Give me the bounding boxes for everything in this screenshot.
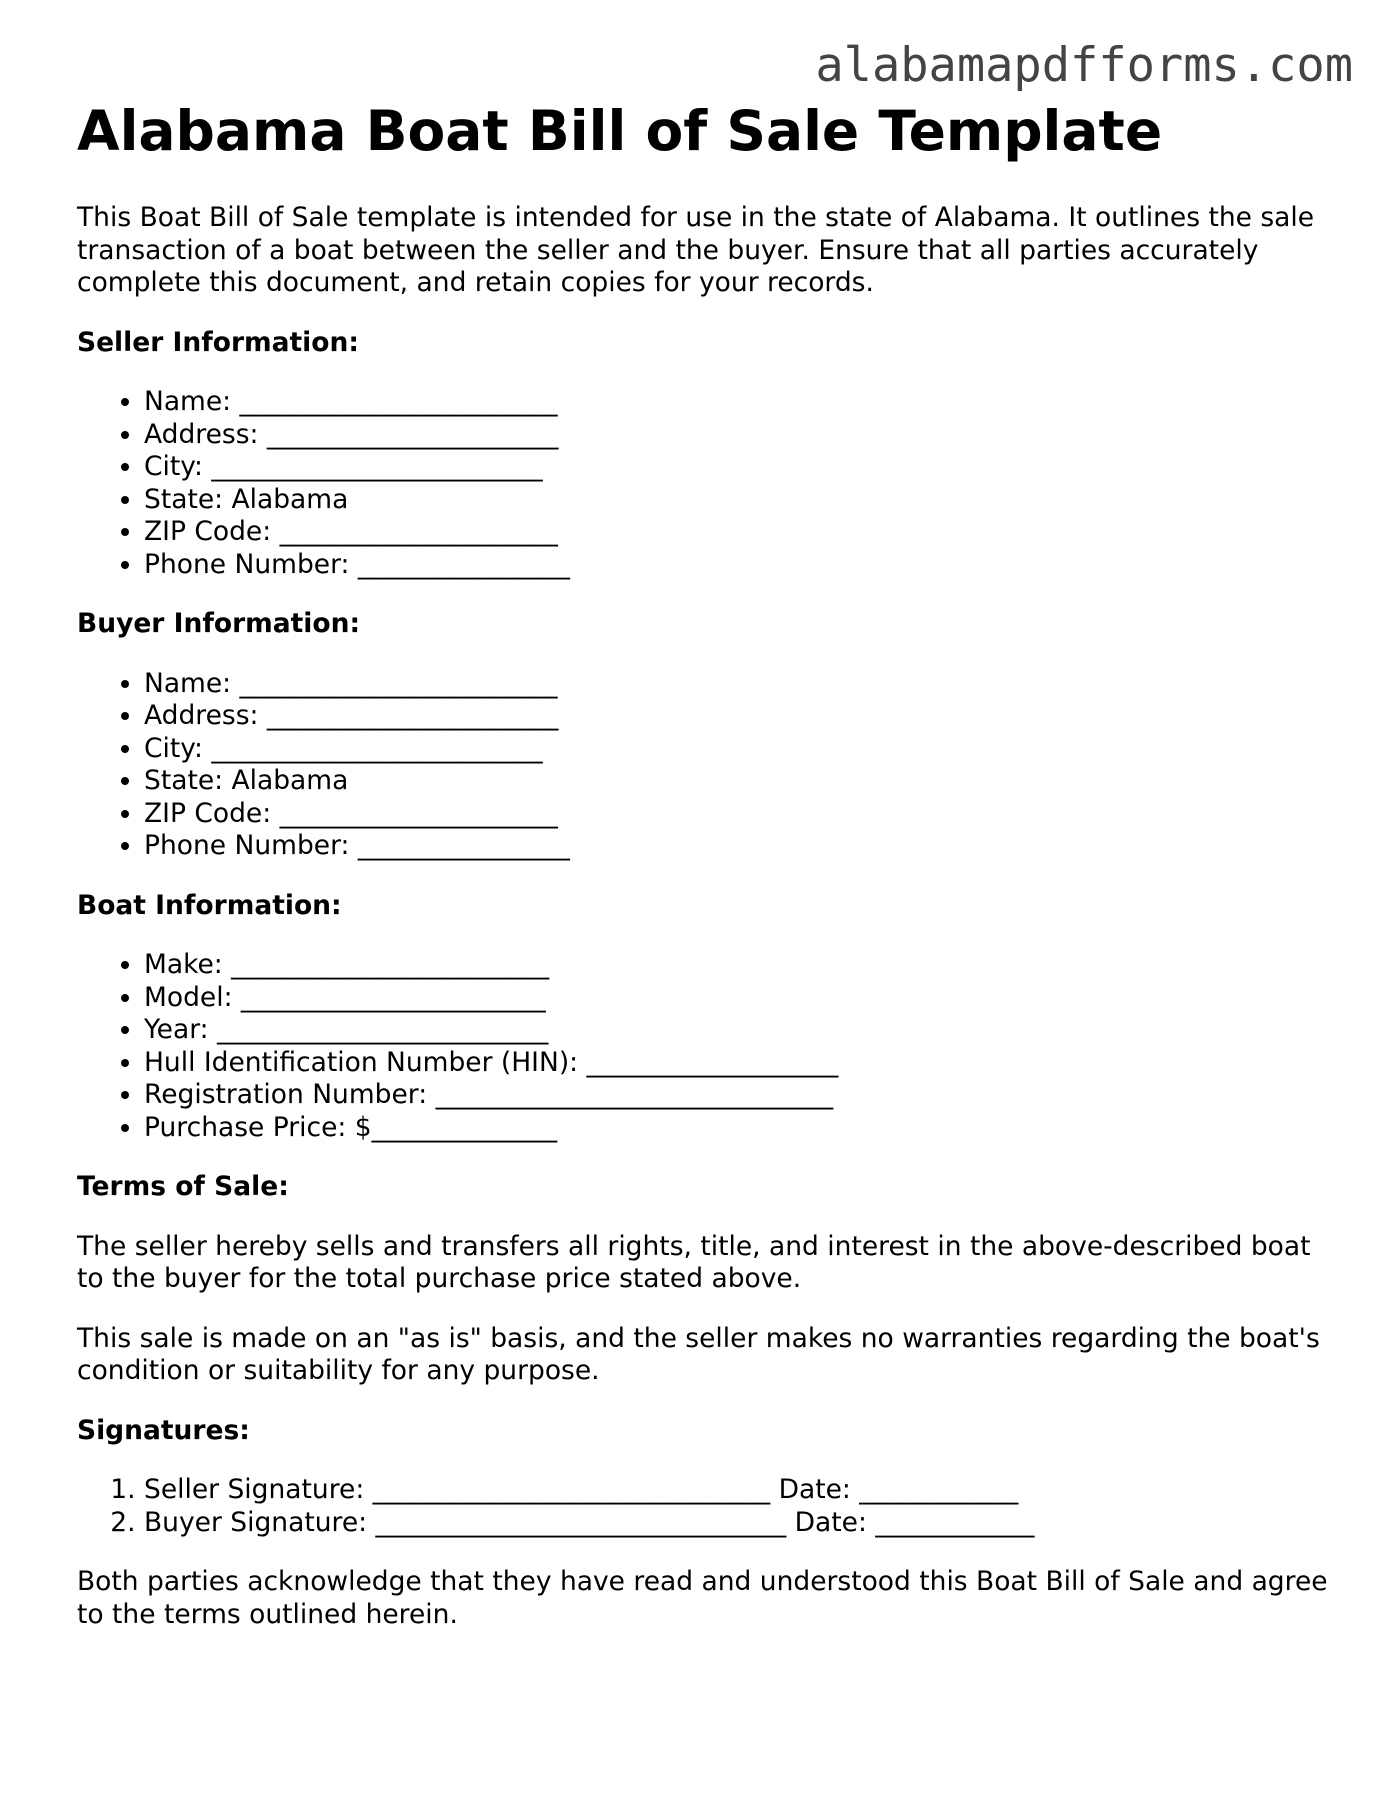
terms-section xyxy=(77,1171,1337,1388)
document-title: Alabama Boat Bill of Sale Template xyxy=(77,99,1163,163)
buyer-name-field: • Name: ________________________ xyxy=(144,668,1337,701)
closing-paragraph: Both parties acknowledge that they have read and understood this Boat Bill of Sale and agree to the terms outlined herein. xyxy=(77,1566,1328,1630)
seller-name-field: • Name: ________________________ xyxy=(144,386,1337,419)
boat-model-field: • Model: _______________________ xyxy=(144,982,1337,1015)
buyer-city-field: • City: _________________________ xyxy=(144,733,1337,766)
buyer-section xyxy=(77,608,1337,863)
seller-zip-field: • ZIP Code: _____________________ xyxy=(144,516,1337,549)
buyer-signature-line: 2. Buyer Signature: _______________________________ Date: ____________ xyxy=(144,1507,1337,1540)
signatures-section xyxy=(77,1415,1337,1540)
site-watermark: alabamapdfforms.com xyxy=(815,38,1353,93)
seller-state-field: • State: Alabama xyxy=(144,484,1337,517)
seller-city-field: • City: _________________________ xyxy=(144,451,1337,484)
boat-price-field: • Purchase Price: $______________ xyxy=(144,1112,1337,1145)
buyer-zip-field: • ZIP Code: _____________________ xyxy=(144,798,1337,831)
boat-heading: Boat Information: xyxy=(77,889,342,921)
buyer-field-list xyxy=(77,668,1337,863)
seller-phone-field: • Phone Number: ________________ xyxy=(144,549,1337,582)
boat-hin-field: • Hull Identification Number (HIN): ___________________ xyxy=(144,1047,1337,1080)
seller-field-list xyxy=(77,386,1337,581)
signature-list xyxy=(77,1474,1337,1539)
buyer-address-field: • Address: ______________________ xyxy=(144,700,1337,733)
seller-address-field: • Address: ______________________ xyxy=(144,419,1337,452)
terms-paragraph-transfer: The seller hereby sells and transfers all rights, title, and interest in the above-described boat to the buyer for the total purchase price stated above. xyxy=(77,1230,1311,1294)
seller-heading: Seller Information: xyxy=(77,326,359,358)
terms-paragraph-as-is: This sale is made on an "as is" basis, and the seller makes no warranties regarding the boat's condition or suitability for any purpose. xyxy=(77,1322,1320,1386)
buyer-phone-field: • Phone Number: ________________ xyxy=(144,830,1337,863)
terms-heading: Terms of Sale: xyxy=(77,1171,289,1202)
intro-paragraph: This Boat Bill of Sale template is intended for use in the state of Alabama. It outlines the sale transaction of a boat between the seller and the buyer. Ensure that all parties accurately complete this document, and retain copies for your records. xyxy=(77,202,1315,298)
boat-section xyxy=(77,890,1337,1145)
boat-year-field: • Year: _________________________ xyxy=(144,1014,1337,1047)
seller-signature-line: 1. Seller Signature: ______________________________ Date: ____________ xyxy=(144,1474,1337,1507)
buyer-heading: Buyer Information: xyxy=(77,608,361,639)
signatures-heading: Signatures: xyxy=(77,1414,250,1446)
buyer-state-field: • State: Alabama xyxy=(144,765,1337,798)
document-page xyxy=(77,98,1337,1631)
boat-field-list xyxy=(77,949,1337,1144)
seller-section xyxy=(77,327,1337,582)
boat-registration-field: • Registration Number: ______________________________ xyxy=(144,1079,1337,1112)
boat-make-field: • Make: ________________________ xyxy=(144,949,1337,982)
